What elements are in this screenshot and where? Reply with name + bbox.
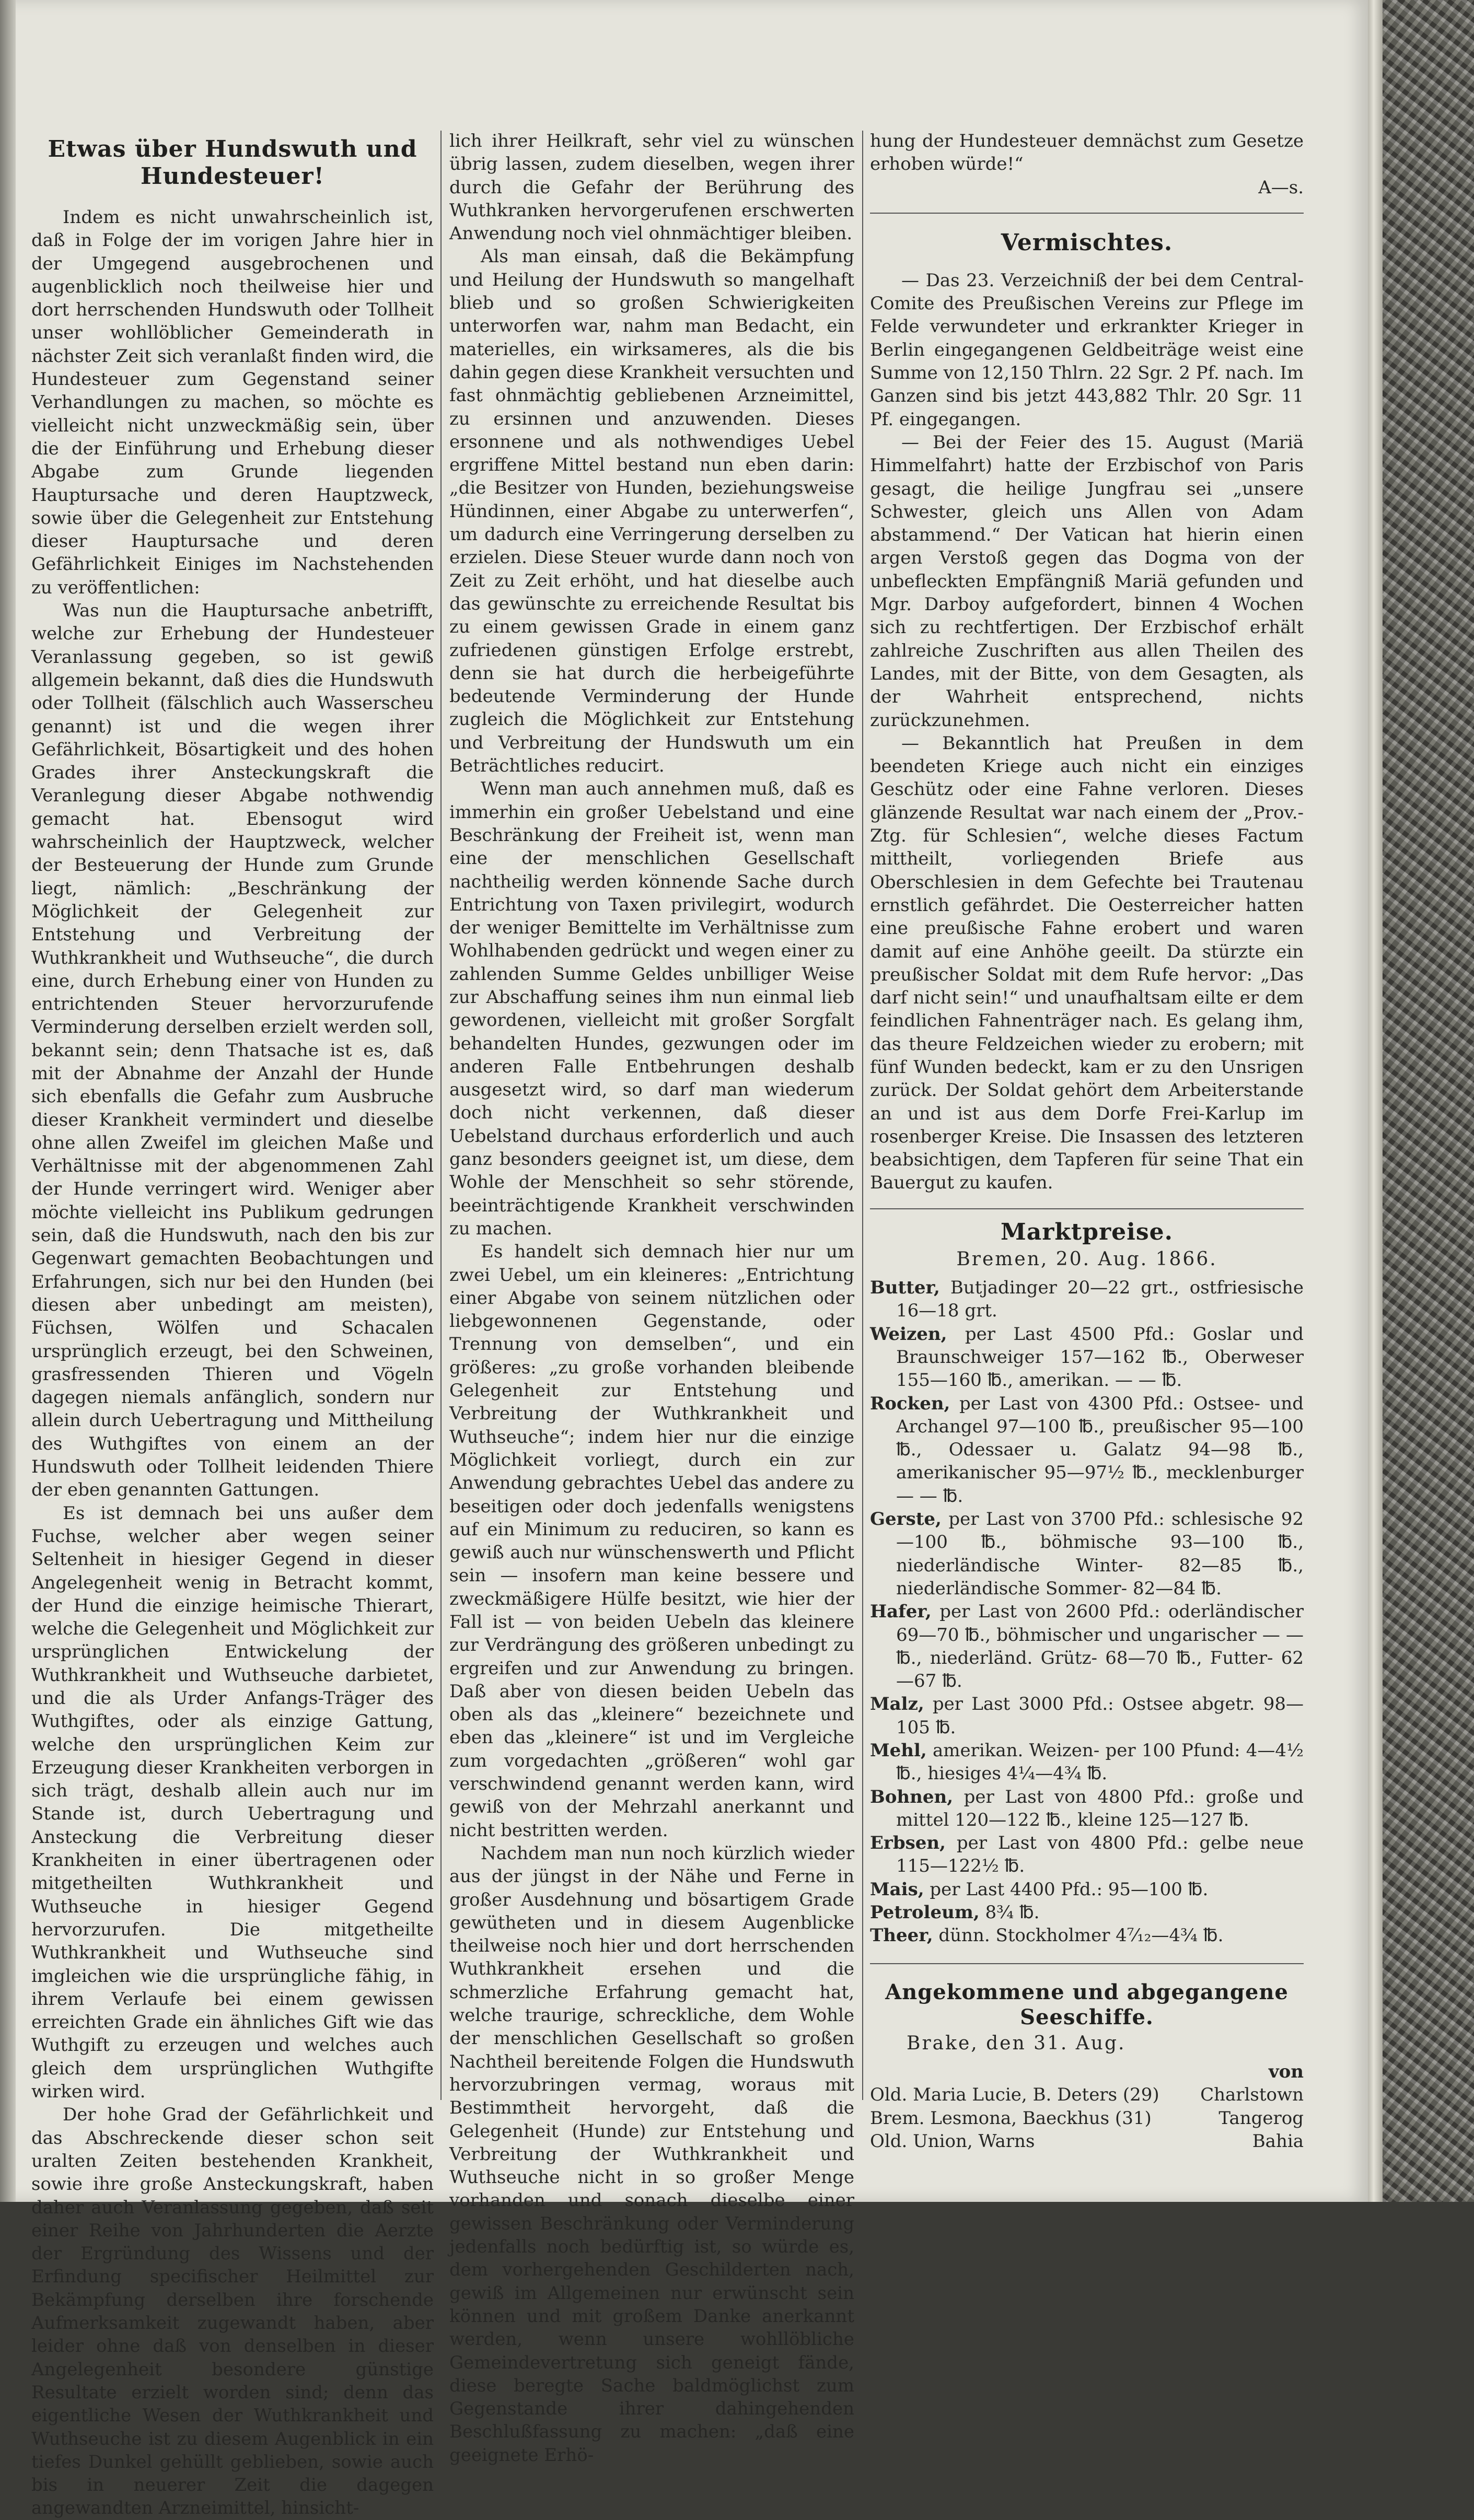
market-price-entry <box>870 1392 1304 1508</box>
market-price-entry <box>870 1276 1304 1323</box>
market-price-text: per Last von 4300 Pfd.: Ostsee- und Archangel 97—100 ℔., preußischer 95—100 ℔., Odessaer u. Galatz 94—98 ℔., amerikanischer 95—97½ ℔., mecklenburger — — ℔. <box>896 1393 1304 1507</box>
article-paragraph: Was nun die Hauptursache anbetrifft, welche zur Erhebung der Hundesteuer Veranlassung gegeben, so ist gewiß allgemein bekannt, daß dies die Hundswuth oder Tollheit (fälschlich auch Wasserscheu genannt) ist und die wegen ihrer Gefährlichkeit, Bösartigkeit und des hohen Grades ihrer Ansteckungskraft die Veranlegung dieser Abgabe nothwendig gemacht hat. Ebensogut wird wahrscheinlich der Hauptzweck, welcher der Besteuerung der Hunde zum Grunde liegt, nämlich: „Beschränkung der Möglichkeit der Gelegenheit zur Entstehung und Verbreitung der Wuthkrankheit und Wuthseuche“, die durch eine, durch Erhebung einer von Hunden zu entrichtenden Steuer hervorzurufende Verminderung derselben erzielt werden soll, bekannt sein; denn Thatsache ist es, daß mit der Abnahme der Anzahl der Hunde sich ebenfalls die Gefahr zum Ausbruche dieser Krankheit vermindert und dieselbe ohne allen Zweifel im gleichen Maße und Verhältnisse mit der abgenommenen Zahl der Hunde verringert wird. Weniger aber möchte vielleicht ins Publikum gedrungen sein, daß die Hundswuth, nach den bis zur Gegenwart gemachten Beobachtungen und Erfahrungen, sich nur bei den Hunden (bei diesen aber unbedingt am meisten), Füchsen, Wölfen und Schacalen ursprünglich erzeugt, bei den Schweinen, grasfressenden Thieren und Vögeln dagegen niemals anfänglich, sondern nur allein durch Uebertragung und Mittheilung des Wuthgiftes von einem an der Hundswuth oder Tollheit leidenden Thiere der eben genannten Gattungen. <box>31 600 434 1501</box>
market-price-text: dünn. Stockholmer 4⁷⁄₁₂—4¾ ℔. <box>938 1925 1224 1946</box>
article-signature: A—s. <box>1258 177 1304 198</box>
market-commodity: Gerste, <box>870 1509 942 1530</box>
market-price-text: per Last von 2600 Pfd.: oderländischer 69—70 ℔., böhmischer und ungarischer — — ℔., niederländ. Grütz- 68—70 ℔., Futter- 62—67 ℔. <box>896 1601 1304 1692</box>
market-price-text: per Last von 3700 Pfd.: schlesische 92—100 ℔., böhmische 93—100 ℔., niederländische Winter- 82—85 ℔., niederländische Sommer- 82—84 ℔. <box>896 1509 1304 1599</box>
ship-name: Old. Maria Lucie, B. Deters (29) <box>870 2084 1159 2106</box>
market-commodity: Erbsen, <box>870 1833 946 1854</box>
article-paragraph: Es handelt sich demnach hier nur um zwei Uebel, um ein kleineres: „Entrichtung einer Abgabe von seinem nützlichen oder liebgewonnenen Gegenstande, oder Trennung von demselben“, und ein größeres: „zu große vorhanden bleibende Gelegenheit zur Entstehung und Verbreitung der Wuthkrankheit und Wuthseuche“; indem hier nur die einzige Möglichkeit vorliegt, durch ein zur Anwendung gebrachtes Uebel das andere zu beseitigen oder doch jedenfalls wenigstens auf ein Minimum zu reduciren, so kann es gewiß auch nur wünschenswerth und Pflicht sein — insofern man keine bessere und zweckmäßigere Hülfe besitzt, wie hier der Fall ist — von beiden Uebeln das kleinere zur Verdrängung des größeren unbedingt zu ergreifen und zur Anwendung zu bringen. Daß aber von diesen beiden Uebeln das oben als das „kleinere“ bezeichnete und eben das „kleinere“ ist und im Vergleiche zum vorgedachten „größeren“ wohl gar verschwindend genannt werden kann, wird gewiß von der Mehrzahl anerkannt und nicht bestritten werden. <box>449 1241 854 1841</box>
previous-page-strip <box>0 0 16 2202</box>
article-paragraph: Es ist demnach bei uns außer dem Fuchse, welcher aber wegen seiner Seltenheit in hiesiger Gegend in dieser Angelegenheit wenig in Betracht kommt, der Hund die einzige heimische Thierart, welche die Gelegenheit und Möglichkeit zur ursprünglichen Entwickelung der Wuthkrankheit und Wuthseuche darbietet, und die als Urder Anfangs-Träger des Wuthgiftes, oder als einzige Gattung, welche den ursprünglichen Keim zur Erzeugung dieser Krankheiten verborgen in sich trägt, deshalb allein auch nur im Stande ist, durch Uebertragung und Ansteckung die Verbreitung dieser Krankheiten in einer übertragenen oder mitgetheilten Wuthkrankheit und Wuthseuche in hiesiger Gegend hervorzurufen. Die mitgetheilte Wuthkrankheit und Wuthseuche sind imgleichen wie die ursprüngliche fähig, in ihrem Verlaufe bei einem gewissen erreichten Grade ein ähnliches Gift wie das Wuthgift zu erzeugen und welches auch gleich dem ursprünglichen Wuthgifte wirken wird. <box>31 1502 434 2103</box>
market-commodity: Petroleum, <box>870 1902 980 1923</box>
ship-name: Old. Union, Warns <box>870 2130 1035 2152</box>
market-price-entry <box>870 1693 1304 1739</box>
market-price-entry <box>870 1739 1304 1786</box>
section-divider <box>870 213 1304 214</box>
column-divider <box>440 131 442 2100</box>
market-commodity: Hafer, <box>870 1601 932 1623</box>
column-3 <box>870 130 1304 2153</box>
market-price-text: per Last 4400 Pfd.: 95—100 ℔. <box>930 1879 1209 1900</box>
market-price-entry <box>870 1508 1304 1600</box>
market-commodity: Bohnen, <box>870 1786 954 1807</box>
section-title-seeschiffe: Angekommene und abgegangene Seeschiffe. <box>885 1979 1289 2029</box>
article-paragraph: Der hohe Grad der Gefährlichkeit und das Abschreckende dieser schon seit uralten Zeiten bestehenden Krankheit, sowie ihre große Ansteckungskraft, haben daher auch Veranlassung gegeben, daß seit einer Reihe von Jahrhunderten die Aerzte der Ergründung des Wissens und der Erfindung specifischer Heilmittel zur Bekämpfung derselben ihre forschende Aufmerksamkeit zugewandt haben, aber leider ohne daß von denselben in dieser Angelegenheit besondere günstige Resultate erzielt worden sind; denn das eigentliche Wesen der Wuthkrankheit und Wuthseuche ist zu diesem Augenblick in ein tiefes Dunkel gehüllt geblieben, sowie auch bis in neuerer Zeit die dagegen angewandten Arzneimittel, hinsicht- <box>31 2104 434 2519</box>
article-continuation: hung der Hundesteuer demnächst zum Gesetze erhoben würde!“ <box>870 131 1304 175</box>
column-1 <box>31 136 434 2520</box>
market-commodity: Malz, <box>870 1694 924 1715</box>
article-title: Etwas über Hundswuth und Hundesteuer! <box>48 136 417 190</box>
section-divider <box>870 1963 1304 1964</box>
article-paragraph: lich ihrer Heilkraft, sehr viel zu wünschen übrig lassen, zudem dieselben, wegen ihrer durch die Gefahr der Berührung des Wuthkranken hervorgerufenen erschwerten Anwendung noch viel ohnmächtiger bleiben. <box>449 131 854 244</box>
article-paragraph: Indem es nicht unwahrscheinlich ist, daß in Folge der im vorigen Jahre hier in der Umgegend ausgebrochenen und augenblicklich noch theilweise hier und dort herrschenden Hundswuth oder Tollheit unser wohllöblicher Gemeinderath in nächster Zeit sich veranlaßt finden wird, die Hundesteuer zum Gegenstand seiner Verhandlungen zu machen, so möchte es vielleicht nicht unzweckmäßig sein, über die der Einführung und Erhebung dieser Abgabe zum Grunde liegenden Hauptursache und deren Hauptzweck, sowie über die Gelegenheit zur Entstehung dieser Hauptursache und deren Gefährlichkeit Einiges im Nachstehenden zu veröffentlichen: <box>31 207 434 598</box>
market-price-entry <box>870 1786 1304 1832</box>
market-price-text: amerikan. Weizen- per 100 Pfund: 4—4½ ℔., hiesiges 4¼—4¾ ℔. <box>896 1740 1304 1784</box>
market-price-entry <box>870 1901 1304 1924</box>
market-commodity: Mais, <box>870 1879 924 1900</box>
article-paragraph: Als man einsah, daß die Bekämpfung und Heilung der Hundswuth so mangelhaft blieb und so großen Schwierigkeiten unterworfen war, nahm man Bedacht, ein materielles, ein wirksameres, als die bis dahin gegen diese Krankheit versuchten und fast ohnmächtig gebliebenen Arzneimittel, zu ersinnen und anzuwenden. Dieses ersonnene und als nothwendiges Uebel ergriffene Mittel bestand nun eben darin: „die Besitzer von Hunden, beziehungsweise Hündinnen, einer Abgabe zu unterwerfen“, um dadurch eine Verringerung derselben zu erzielen. Diese Steuer wurde dann noch von Zeit zu Zeit erhöht, und hat dieselbe auch das gewünschte zu erreichende Resultat bis zu einem gewissen Grade in einem ganz zufriedenen günstigen Erfolge erstrebt, denn sie hat durch die herbeigeführte bedeutende Verminderung der Hunde zugleich die Möglichkeit zur Entstehung und Verbreitung der Hundswuth um ein Beträchtliches reducirt. <box>449 246 854 777</box>
ship-list <box>870 2083 1304 2153</box>
news-item: — Das 23. Verzeichniß der bei dem Central-Comite des Preußischen Vereins zur Pflege im Felde verwundeter und erkrankter Krieger in Berlin eingegangenen Geldbeiträge weist eine Summe von 12,150 Thlrn. 22 Sgr. 2 Pf. nach. Im Ganzen sind bis jetzt 443,882 Thlr. 20 Sgr. 11 Pf. eingegangen. <box>870 270 1304 430</box>
ship-origin: Bahia <box>1252 2130 1304 2152</box>
market-commodity: Mehl, <box>870 1740 927 1761</box>
section-title-marktpreise: Marktpreise. <box>1001 1218 1173 1245</box>
page-edge <box>1368 0 1383 2202</box>
ship-origin: Charlstown <box>1200 2084 1304 2106</box>
ship-entry <box>870 2107 1304 2130</box>
market-price-entry <box>870 1878 1304 1901</box>
ship-name: Brem. Lesmona, Baeckhus (31) <box>870 2107 1152 2129</box>
market-price-text: per Last von 4800 Pfd.: gelbe neue 115—122½ ℔. <box>896 1833 1304 1877</box>
shipping-from-header: von <box>1268 2061 1304 2082</box>
ship-origin: Tangerog <box>1218 2107 1304 2129</box>
article-paragraph: Wenn man auch annehmen muß, daß es immerhin ein großer Uebelstand und eine Beschränkung der Freiheit ist, wenn man eine der menschlichen Gesellschaft nachtheilig werden könnende Sache durch Entrichtung von Taxen privilegirt, wodurch der weniger Bemittelte im Verhältnisse zum Wohlhabenden gedrückt und wegen einer zu zahlenden Summe Geldes unbilliger Weise zur Abschaffung seines ihm nun einmal lieb gewordenen, vielleicht mit großer Sorgfalt behandelten Hundes, gezwungen oder im anderen Falle Entbehrungen deshalb ausgesetzt wird, so darf man wiederum doch nicht verkennen, daß dieser Uebelstand durchaus erforderlich und auch ganz besonders geeignet ist, um diese, dem Wohle der Menschheit so sehr störende, beeinträchtigende Krankheit verschwinden zu machen. <box>449 778 854 1239</box>
market-commodity: Butter, <box>870 1277 940 1299</box>
shipping-date: Brake, den 31. Aug. <box>907 2032 1126 2054</box>
ship-entry <box>870 2130 1304 2153</box>
news-item: — Bekanntlich hat Preußen in dem beendeten Kriege auch nicht ein einziges Geschütz oder eine Fahne verloren. Dieses glänzende Resultat war nach einem der „Prov.-Ztg. für Schlesien“, welche dieses Factum mittheilt, vorliegenden Briefe aus Oberschlesien in dem Gefechte bei Trautenau ernstlich gefährdet. Die Oesterreicher hatten eine preußische Fahne erobert und waren damit auf eine Anhöhe geeilt. Da stürzte ein preußischer Soldat mit dem Rufe hervor: „Das darf nicht sein!“ und unaufhaltsam eilte er dem feindlichen Fahnenträger nach. Es gelang ihm, das theure Feldzeichen wieder zu erobern; mit fünf Wunden bedeckt, kam er zu den Unsrigen zurück. Der Soldat gehört dem Arbeiterstande an und ist aus dem Dorfe Frei-Karlup im rosenberger Kreise. Die Insassen des letzteren beabsichtigen, dem Tapferen für seine That ein Bauergut zu kaufen. <box>870 732 1304 1194</box>
section-title-vermischtes: Vermischtes. <box>1001 229 1173 256</box>
ship-entry <box>870 2083 1304 2106</box>
market-price-entry <box>870 1924 1304 1947</box>
market-price-text: per Last 3000 Pfd.: Ostsee abgetr. 98—105 ℔. <box>896 1694 1304 1738</box>
article-paragraph: Nachdem man nun noch kürzlich wieder aus der jüngst in der Nähe und Ferne in großer Ausdehnung und bösartigem Grade gewütheten und in diesem Augenblicke theilweise noch hier und dort herrschenden Wuthkrankheit ersehen und die schmerzliche Erfahrung gemacht hat, welche traurige, schreckliche, dem Wohle der menschlichen Gesellschaft so großen Nachtheil bereitende Folgen die Hundswuth hervorzubringen vermag, woraus mit Bestimmtheit hervorgeht, daß die Gelegenheit (Hunde) zur Entstehung und Verbreitung der Wuthkrankheit und Wuthseuche nicht in so großer Menge vorhanden und sonach dieselbe einer gewissen Beschränkung oder Verminderung jedenfalls noch bedürftig ist, so würde es, dem vorhergehenden Geschilderten nach, gewiß im Allgemeinen nur erwünscht sein können und mit großem Danke anerkannt werden, wenn unsere wohllöbliche Gemeindevertretung sich geneigt fände, diese beregte Sache baldmöglichst zum Gegenstande ihrer dahingehenden Beschlußfassung zu machen: „daß eine geeignete Erhö- <box>449 1842 854 2466</box>
market-price-list <box>870 1276 1304 1947</box>
market-price-text: per Last 4500 Pfd.: Goslar und Braunschweiger 157—162 ℔., Oberweser 155—160 ℔., amerikan. — — ℔. <box>896 1323 1304 1391</box>
column-2 <box>449 130 854 2467</box>
market-commodity: Rocken, <box>870 1393 950 1414</box>
market-commodity: Theer, <box>870 1925 933 1946</box>
column-divider <box>862 131 863 2100</box>
market-price-entry <box>870 1323 1304 1392</box>
market-price-text: Butjadinger 20—22 grt., ostfriesische 16—18 grt. <box>896 1277 1304 1322</box>
section-divider <box>870 1208 1304 1209</box>
market-price-text: per Last von 4800 Pfd.: große und mittel 120—122 ℔., kleine 125—127 ℔. <box>896 1786 1304 1830</box>
marbled-book-edge <box>1383 0 1474 2202</box>
market-price-entry <box>870 1831 1304 1878</box>
market-price-entry <box>870 1600 1304 1693</box>
market-commodity: Weizen, <box>870 1323 947 1345</box>
news-item: — Bei der Feier des 15. August (Mariä Himmelfahrt) hatte der Erzbischof von Paris gesagt, die heilige Jungfrau sei „unsere Schwester, gleich uns Allen von Adam abstammend.“ Der Vatican hat hierin einen argen Verstoß gegen das Dogma von der unbefleckten Empfängniß Mariä gefunden und Mgr. Darboy aufgefordert, binnen 4 Wochen sich zu rechtfertigen. Der Erzbischof erhält zahlreiche Zuschriften aus allen Theilen des Landes, mit der Bitte, von dem Gesagten, als der Wahrheit entsprechend, nichts zurückzunehmen. <box>870 431 1304 731</box>
market-price-text: 8¾ ℔. <box>985 1902 1040 1923</box>
market-date: Bremen, 20. Aug. 1866. <box>956 1248 1217 1270</box>
